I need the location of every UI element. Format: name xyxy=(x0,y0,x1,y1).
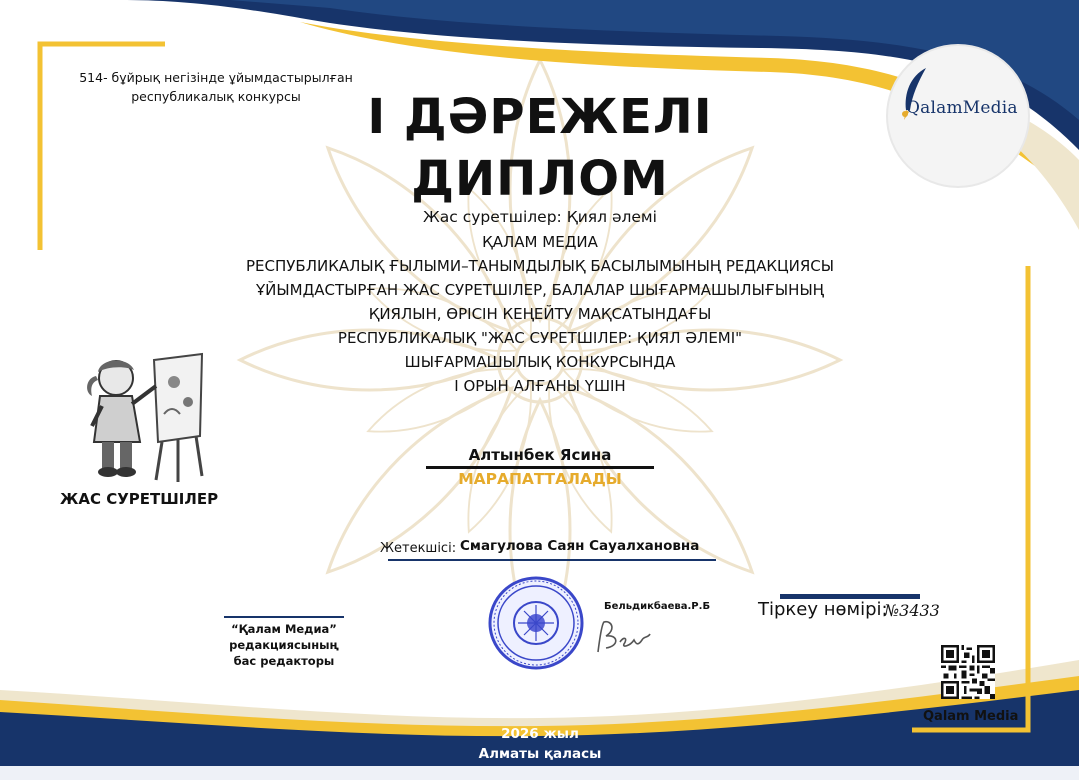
editor-caption-line1: “Қалам Медиа” редакциясының xyxy=(229,622,339,652)
child-painting-icon xyxy=(78,352,208,484)
qr-code-icon xyxy=(941,645,995,699)
body-line: РЕСПУБЛИКАЛЫҚ "ЖАС СУРЕТШІЛЕР: ҚИЯЛ ӘЛЕМІ" xyxy=(337,329,743,347)
awards-label: МАРАПАТТАЛАДЫ xyxy=(458,470,622,488)
recipient-underline xyxy=(426,466,654,469)
logo-text: QalamMedia xyxy=(906,98,1018,118)
competition-subtitle: Жас суретшілер: Қиял әлемі xyxy=(423,208,657,226)
illustration-caption: ЖАС СУРЕТШІЛЕР xyxy=(60,490,219,508)
body-line: І ОРЫН АЛҒАНЫ ҮШІН xyxy=(454,377,626,395)
editor-caption xyxy=(176,621,392,669)
recipient-name: Алтынбек Ясина xyxy=(468,446,612,464)
supervisor-underline xyxy=(388,559,716,561)
body-line: ШЫҒАРМАШЫЛЫҚ КОНКУРСЫНДА xyxy=(404,353,676,371)
editor-caption-line2: бас редакторы xyxy=(233,654,335,668)
official-seal-icon xyxy=(488,576,584,670)
signer-name: Бельдикбаева.Р.Б xyxy=(604,601,711,612)
diploma-body xyxy=(180,230,900,398)
title-line1: І ДӘРЕЖЕЛІ xyxy=(367,89,713,145)
body-line: ҰЙЫМДАСТЫРҒАН ЖАС СУРЕТШІЛЕР, БАЛАЛАР ШЫҒАРМАШЫЛЫҒЫНЫҢ xyxy=(256,281,824,299)
decree-note xyxy=(60,68,372,106)
registration-number: №3433 xyxy=(884,601,940,620)
page-title xyxy=(330,86,750,210)
body-line: ҚИЯЛЫН, ӨРІСІН КЕҢЕЙТУ МАҚСАТЫНДАҒЫ xyxy=(368,305,712,323)
handwritten-signature-icon xyxy=(592,616,656,658)
decree-note-line1: 514- бұйрық негізінде ұйымдастырылған xyxy=(79,70,353,85)
decree-note-line2: республикалық конкурсы xyxy=(131,89,301,104)
body-line: ҚАЛАМ МЕДИА xyxy=(482,233,598,251)
registration-label: Тіркеу нөмірі: xyxy=(758,599,888,620)
editor-signature-line xyxy=(224,616,344,618)
footer-year: 2026 жыл xyxy=(501,726,579,742)
body-line: РЕСПУБЛИКАЛЫҚ ҒЫЛЫМИ–ТАНЫМДЫЛЫҚ БАСЫЛЫМЫНЫҢ РЕДАКЦИЯСЫ xyxy=(245,257,834,275)
supervisor-label: Жетекшісі: xyxy=(380,541,457,556)
supervisor-name: Смагулова Саян Сауалхановна xyxy=(460,538,700,554)
footer-city: Алматы қаласы xyxy=(478,746,602,762)
qr-brand-label: Qalam Media xyxy=(923,709,1019,724)
title-line2: ДИПЛОМ xyxy=(411,151,669,207)
